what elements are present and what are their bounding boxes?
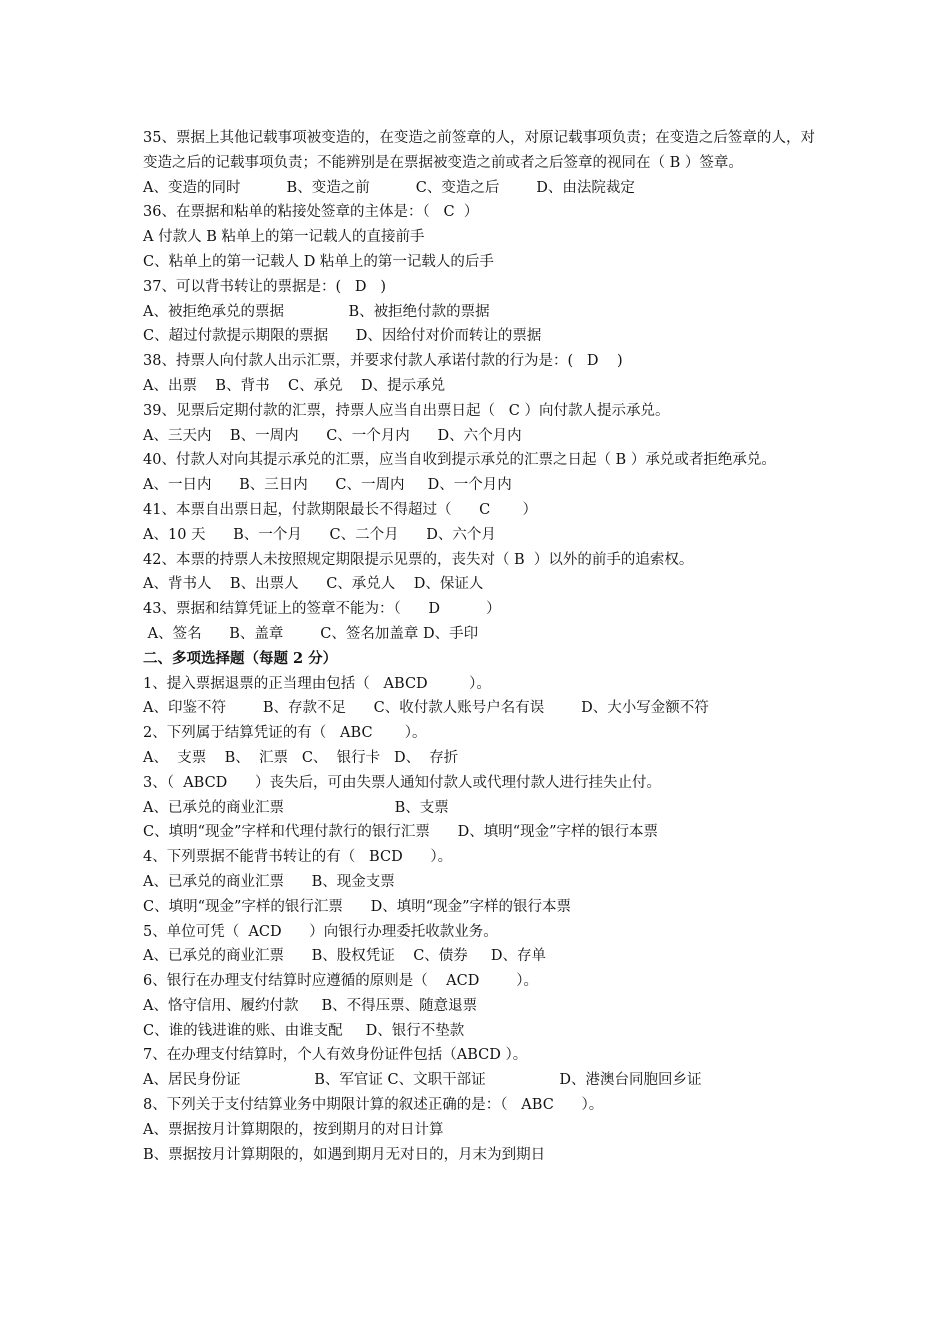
text-line: C、超过付款提示期限的票据 D、因给付对价而转让的票据 [143,328,542,345]
text-line: 3、（ ABCD ）丧失后，可由失票人通知付款人或代理付款人进行挂失止付。 [143,774,661,791]
text-line: A、变造的同时 B、变造之前 C、变造之后 D、由法院裁定 [143,179,635,196]
text-line: 40、付款人对向其提示承兑的汇票，应当自收到提示承兑的汇票之日起（ B ）承兑或者拒绝承兑。 [143,452,776,469]
text-line: 37、可以背书转让的票据是：( D ) [143,278,387,295]
text-line: A、已承兑的商业汇票 B、现金支票 [143,873,395,890]
text-line: 2、下列属于结算凭证的有（ ABC ）。 [143,725,427,742]
text-line: B、票据按月计算期限的，如遇到期月无对日的，月末为到期日 [143,1146,546,1163]
text-line: 7、在办理支付结算时，个人有效身份证件包括（ABCD ）。 [143,1047,528,1064]
text-line: C、谁的钱进谁的账、由谁支配 D、银行不垫款 [143,1022,465,1039]
text-line: 35、票据上其他记载事项被变造的，在变造之前签章的人，对原记载事项负责；在变造之后签章的人，对变造之后的记载事项负责；不能辨别是在票据被变造之前或者之后签章的视同在（ B ）签章。 [143,130,815,171]
text-line: 38、持票人向付款人出示汇票，并要求付款人承诺付款的行为是：( D ) [143,353,623,370]
text-line: C、填明“现金”字样和代理付款行的银行汇票 D、填明“现金”字样的银行本票 [143,824,659,841]
text-line: 36、在票据和粘单的粘接处签章的主体是：（ C ） [143,204,479,221]
text-line: 42、本票的持票人未按照规定期限提示见票的，丧失对（ B ）以外的前手的追索权。 [143,551,694,568]
text-line: A、10 天 B、一个月 C、二个月 D、六个月 [143,526,496,543]
text-line: A、居民身份证 B、军官证 C、文职干部证 D、港澳台同胞回乡证 [143,1072,702,1089]
text-line: A、一日内 B、三日内 C、一周内 D、一个月内 [143,477,512,494]
section-heading: 二、多项选择题（每题 2 分） [143,649,338,667]
text-line: A、被拒绝承兑的票据 B、被拒绝付款的票据 [143,303,490,320]
text-line: 43、票据和结算凭证上的签章不能为：（ D ） [143,601,501,618]
text-line: 39、见票后定期付款的汇票，持票人应当自出票日起（ C ）向付款人提示承兑。 [143,402,670,419]
text-line: 5、单位可凭（ ACD ）向银行办理委托收款业务。 [143,923,498,940]
text-line: A、已承兑的商业汇票 B、支票 [143,799,449,816]
text-line: 8、下列关于支付结算业务中期限计算的叙述正确的是：（ ABC ）。 [143,1097,604,1114]
text-line: A、印鉴不符 B、存款不足 C、收付款人账号户名有误 D、大小写金额不符 [143,700,709,717]
text-line: A 付款人 B 粘单上的第一记载人的直接前手 [143,229,425,246]
text-line: 41、本票自出票日起，付款期限最长不得超过（ C ） [143,501,537,518]
text-line: A、恪守信用、履约付款 B、不得压票、随意退票 [143,997,478,1014]
text-line: 1、提入票据退票的正当理由包括（ ABCD ）。 [143,675,491,692]
text-line: 4、下列票据不能背书转让的有（ BCD ）。 [143,849,453,866]
text-line: A、出票 B、背书 C、承兑 D、提示承兑 [143,377,446,394]
text-line: C、粘单上的第一记载人 D 粘单上的第一记载人的后手 [143,253,494,270]
text-line: C、填明“现金”字样的银行汇票 D、填明“现金”字样的银行本票 [143,898,572,915]
text-line: A、已承兑的商业汇票 B、股权凭证 C、债券 D、存单 [143,948,546,965]
text-line: A、三天内 B、一周内 C、一个月内 D、六个月内 [143,427,522,444]
text-line: A、背书人 B、出票人 C、承兑人 D、保证人 [143,576,484,593]
text-line: A、票据按月计算期限的，按到期月的对日计算 [143,1121,444,1138]
text-line: 6、银行在办理支付结算时应遵循的原则是（ ACD ）。 [143,973,538,990]
text-line: A、 支票 B、 汇票 C、 银行卡 D、 存折 [143,749,459,766]
document-body [143,126,815,1167]
text-line: A、签名 B、盖章 C、签名加盖章 D、手印 [143,625,479,642]
